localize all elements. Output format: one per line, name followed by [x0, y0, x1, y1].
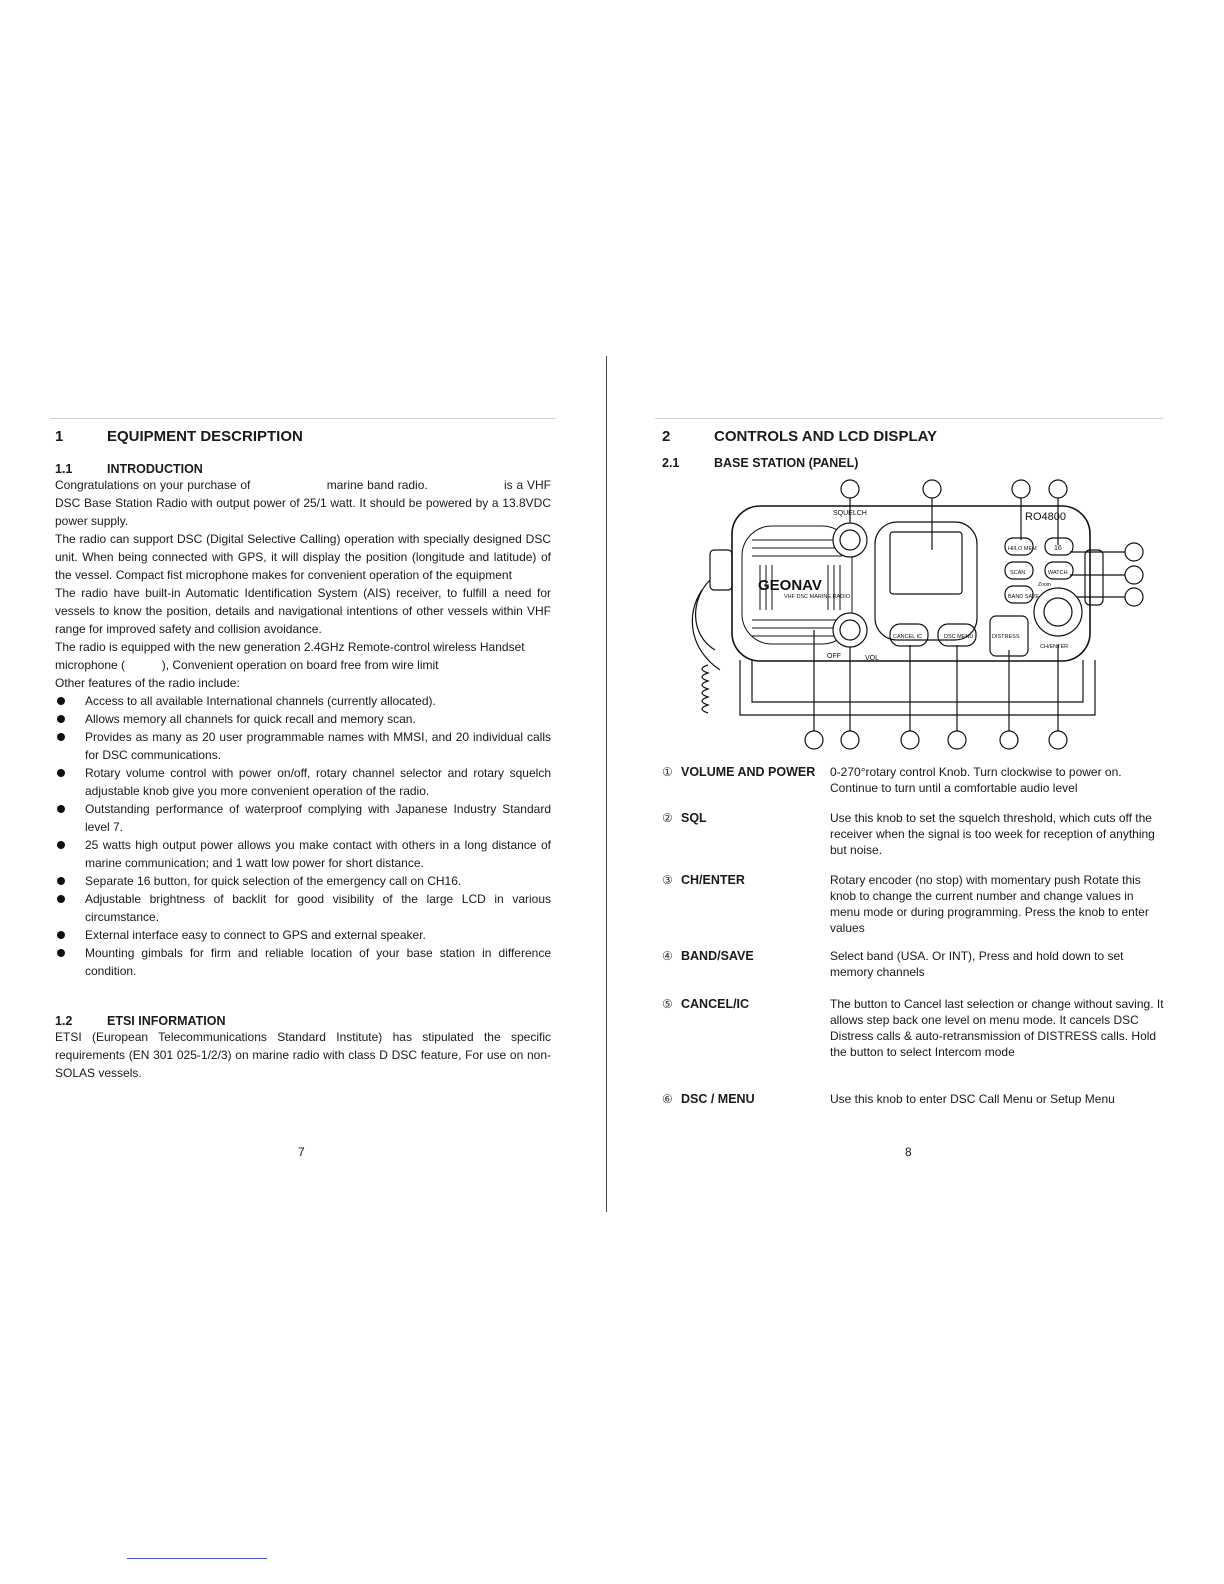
control-number: ⑥ — [662, 1092, 673, 1106]
intro-paragraph-3: The radio have built-in Automatic Identification System (AIS) receiver, to fulfill a need for vessels to know the position, details and navigational intentions of other vessels within VHF range for improved safety and collision avoidance. — [55, 586, 551, 636]
footer-link-line — [127, 1558, 267, 1559]
sub-number: 2.1 — [662, 456, 680, 470]
watch-button: WATCH — [1048, 570, 1068, 576]
brand-sub-label: VHF DSC MARINE RADIO — [784, 594, 851, 600]
control-description: Use this knob to enter DSC Call Menu or Setup Menu — [830, 1092, 1115, 1106]
feature-bullet: Outstanding performance of waterproof complying with Japanese Industry Standard level 7. — [55, 800, 551, 836]
control-description: Select band (USA. Or INT), Press and hold down to set memory channels — [830, 949, 1124, 979]
page-divider — [606, 356, 607, 1212]
section-number: 2 — [662, 428, 671, 445]
control-number: ① — [662, 765, 673, 779]
radio-panel-diagram — [660, 470, 1165, 760]
off-label: OFF — [827, 653, 841, 660]
feature-bullet: Allows memory all channels for quick recall and memory scan. — [55, 710, 551, 728]
control-label: VOLUME AND POWER — [681, 765, 816, 779]
control-number: ② — [662, 811, 673, 825]
control-number: ④ — [662, 949, 673, 963]
control-row-cancel — [660, 996, 1165, 1076]
control-row-band — [660, 948, 1165, 982]
feature-bullet: Separate 16 button, for quick selection of the emergency call on CH16. — [55, 872, 551, 890]
cancel-button: CANCEL IC — [893, 634, 923, 640]
callout-circle — [948, 731, 966, 749]
etsi-paragraph: ETSI (European Telecommunications Standard Institute) has stipulated the specific requirements (EN 301 025-1/2/3) on marine radio with class D DSC feature, For use on non-SOLAS vessels. — [55, 1030, 551, 1080]
dsc-menu-button: DSC MENU — [944, 634, 974, 640]
section-number: 1 — [55, 428, 64, 445]
callout-circle — [1125, 543, 1143, 561]
control-description: Rotary encoder (no stop) with momentary push Rotate this knob to change the current number and change values in menu mode or during programming. Press the knob to enter values — [830, 873, 1149, 935]
page-number-left: 7 — [298, 1145, 305, 1159]
intro-paragraph-2: The radio can support DSC (Digital Selective Calling) operation with specially designed DSC unit. When being connected with GPS, it will display the position (longitude and latitude) of the vessel. Compact fist microphone makes for convenient operation of the equipment — [55, 532, 551, 582]
left-top-rule — [50, 418, 556, 419]
control-label: CANCEL/IC — [681, 997, 750, 1011]
intro-heading — [55, 462, 551, 476]
feature-bullet: Mounting gimbals for firm and reliable location of your base station in difference condition. — [55, 944, 551, 980]
callout-circle — [1125, 588, 1143, 606]
intro-number: 1.1 — [55, 462, 73, 476]
feature-bullet: Access to all available International channels (currently allocated). — [55, 692, 551, 710]
brand-label: GEONAV — [758, 577, 822, 594]
feature-bullet: 25 watts high output power allows you make contact with others in a long distance of marine communication; and 1 watt low power for short distance. — [55, 836, 551, 872]
hilo-button: HI/LO MEM — [1008, 546, 1037, 552]
zoom-label: Zoom — [1038, 582, 1051, 588]
section-title: EQUIPMENT DESCRIPTION — [107, 428, 303, 445]
callout-circle — [1000, 731, 1018, 749]
panel-subheading — [662, 456, 858, 470]
etsi-heading — [55, 1014, 551, 1028]
etsi-title: ETSI INFORMATION — [107, 1014, 226, 1028]
chenter-label: CH/ENTER — [1040, 644, 1069, 650]
scan-button: SCAN — [1010, 570, 1026, 576]
squelch-label: SQUELCH — [833, 510, 867, 517]
callout-circle — [1049, 731, 1067, 749]
callout-circle — [1125, 566, 1143, 584]
control-row-sql — [660, 810, 1165, 860]
section-heading — [55, 428, 303, 445]
control-number: ⑤ — [662, 997, 673, 1011]
model-label: RO4800 — [1025, 511, 1066, 523]
section-title: CONTROLS AND LCD DISPLAY — [714, 428, 938, 445]
intro-title: INTRODUCTION — [107, 462, 203, 476]
callout-circle — [923, 480, 941, 498]
control-description: The button to Cancel last selection or change without saving. It allows step back one level on menu mode. It cancels DSC Distress calls & auto-retransmission of DISTRESS calls. Hold the button to select Intercom mode — [830, 997, 1164, 1059]
control-description: 0-270°rotary control Knob. Turn clockwise to power on. Continue to turn until a comfortable audio level — [830, 765, 1122, 795]
control-description: Use this knob to set the squelch threshold, which cuts off the receiver when the signal is too week for reception of anything but noise. — [830, 811, 1155, 857]
vol-label: VOL — [865, 655, 880, 662]
band-button: BAND SAVE — [1008, 594, 1040, 600]
right-top-rule — [655, 418, 1163, 419]
callout-circle — [1049, 480, 1067, 498]
feature-bullet: Rotary volume control with power on/off, rotary channel selector and rotary squelch adjustable knob give you more convenient operation of the radio. — [55, 764, 551, 800]
feature-bullet: Provides as many as 20 user programmable names with MMSI, and 20 individual calls for DSC communications. — [55, 728, 551, 764]
control-row-dsc — [660, 1091, 1165, 1109]
feature-bullet: Adjustable brightness of backlit for good visibility of the large LCD in various circumstance. — [55, 890, 551, 926]
section-heading — [662, 428, 937, 445]
control-row-volume — [660, 764, 1165, 804]
control-label: BAND/SAVE — [681, 949, 754, 963]
callout-circle — [1012, 480, 1030, 498]
etsi-number: 1.2 — [55, 1014, 73, 1028]
intro-paragraph-1: Congratulations on your purchase of marine band radio. is a VHF DSC Base Station Radio with output power of 25/1 watt. It should be powered by a 13.8VDC power supply. — [55, 478, 555, 528]
control-label: DSC / MENU — [681, 1092, 755, 1106]
ch16-button: 16 — [1054, 545, 1062, 552]
callout-circle — [841, 731, 859, 749]
distress-button: DISTRESS — [992, 634, 1020, 640]
callout-circle — [841, 480, 859, 498]
sub-title: BASE STATION (PANEL) — [714, 456, 859, 470]
callout-circle — [901, 731, 919, 749]
control-label: CH/ENTER — [681, 873, 745, 887]
features-lead: Other features of the radio include: — [55, 676, 240, 690]
control-row-chenter — [660, 872, 1165, 938]
page-number-right: 8 — [905, 1145, 912, 1159]
etsi-section — [55, 1014, 551, 1082]
intro-section — [55, 462, 555, 980]
feature-bullet: External interface easy to connect to GPS and external speaker. — [55, 926, 551, 944]
control-number: ③ — [662, 873, 673, 887]
intro-paragraph-4: The radio is equipped with the new generation 2.4GHz Remote-control wireless Handset microphone ( ), Convenient operation on board free from wire limit — [55, 640, 528, 672]
callout-circle — [805, 731, 823, 749]
control-label: SQL — [681, 811, 707, 825]
